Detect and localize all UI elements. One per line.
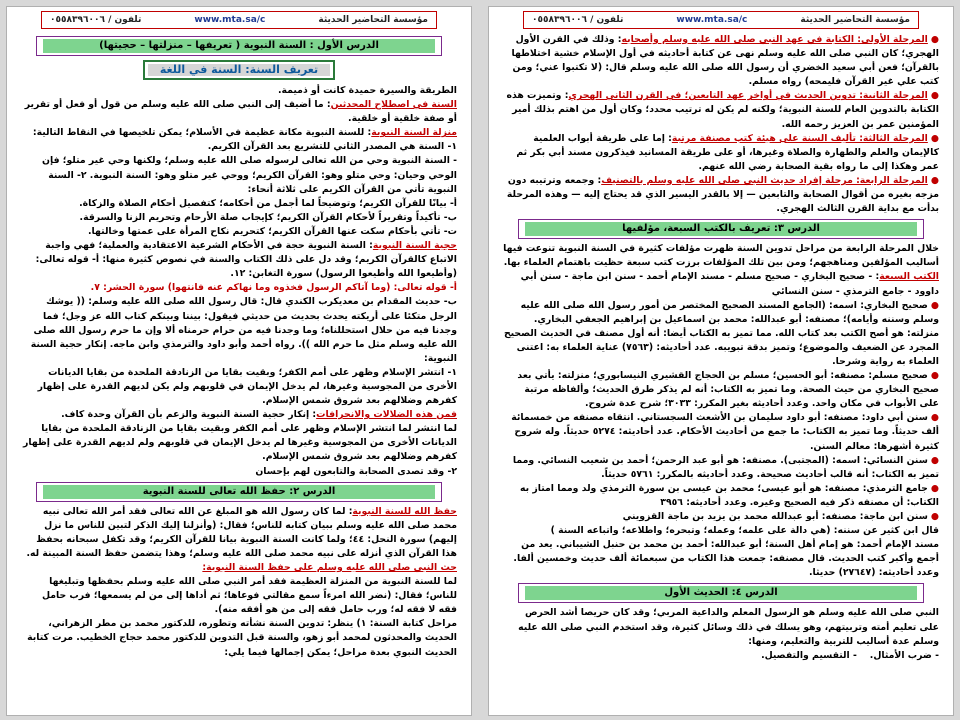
- lesson-4-title-text: الدرس ٤: الحديث الأول: [525, 586, 916, 600]
- paragraph: خلال المرحلة الرابعة من مراحل تدوين السنة ظهرت مؤلفات كثيرة في السنة النبوية تنوعت فيها أساليب المؤلفين ومناهجهم؛ ومن بين تلك المؤلفات برزت كتب سبعة حظيت باهتمام العلماء بها.: [503, 243, 939, 269]
- paragraph: النبي صلى الله عليه وسلم هو الرسول المعلم والداعية المربي؛ وقد كان حريصا أشد الحرص على تعليم أمته وتربيتهم، وهو يسلك في ذلك وسائل كثيرة، وقد استخدم النبي صلى الله عليه وسلم عدة أساليب للتربية والتعليم، ومنها:: [518, 607, 939, 647]
- bullet-icon: ●: [930, 34, 939, 45]
- term: المرحلة الثالثة: تأليف السنة على هيئة كتب مصنفة مرتبة: [671, 132, 928, 144]
- lesson-1-title-text: الدرس الأول : السنة النبوية ( تعريفها – منزلتها – حجيتها): [43, 39, 434, 53]
- paragraph: [503, 510, 939, 524]
- text: : إما على طريقة أبواب العلمية كالإيمان والعلم والطهارة والصلاة وغيرها، أو على طريقة المسانيد فيذكرون مسند أبي بكر ثم عمر وهكذا إلى ما رواه بقية الصحابة رضي الله عنهم.: [516, 132, 939, 172]
- bullet-icon: ●: [930, 299, 939, 311]
- text: : وجمعه وترتيبه دون مزجه بغيره من أقوال الصحابة والتابعين — إلا بالقدر اليسير الذي قد يحتاج إليه — وهذه المرحلة بدأت مع بداية القرن الثالث الهجري.: [506, 174, 939, 215]
- lesson-3-title: [518, 219, 923, 239]
- paragraph: [503, 33, 939, 89]
- text: : وذلك في القرن الأول الهجري؛ كان النبي صلى الله عليه وسلم نهى عن كتابة أحاديثه في أول الإسلام خشية اختلاطها بالقرآن؛ فعن أبي سعيد الخضري أن رسول الله صلى الله عليه وسلم قال: (لا تكتبوا عني؛ ومن كتب علي غير القرآن فليمحه) رواه مسلم.: [511, 34, 939, 88]
- bullet-icon: ●: [930, 511, 939, 522]
- definition-box-text: تعريف السنة: السنة في اللغة: [148, 64, 330, 76]
- paragraph: [503, 411, 939, 453]
- paragraph: [21, 98, 457, 126]
- text: : - صحيح البخاري - صحيح مسلم - مسند الإمام أحمد - سنن ابن ماجة - سنن أبي داوود - جامع الترمذي - سنن النسائي: [520, 271, 939, 297]
- paragraph: [21, 239, 457, 281]
- text: سنن ابن ماجة: مصنفه: أبو عبدالله محمد بن يزيد بن ماجة القزويني: [622, 511, 928, 522]
- text: صحيح مسلم: مصنفه: أبو الحسين؛ مسلم بن الحجاج القشيري النيسابوري؛ منزلته: يأتي بعد صحيح البخاري من حيث الصحة. وما تميز به الكتاب: أنه لم يذكر طرق الحديث؛ وألفاظه مرتبة على الأبواب في مكان واحد. وعدد أحاديثه بغير المكرر: ٣٠٣٣؛ شرح عدة شروح.: [517, 370, 939, 410]
- text: : لما كان رسول الله هو المبلغ عن الله تعالى فقد أمر الله تعالى نبيه محمد صلى الله عليه وسلم ببيان كتابه للناس؛ فقال: (وأنزلنا إليك الذكر لتبين للناس ما نزل إليهم) سورة النحل: ٤٤؛ ولما كانت السنة النبوية بيانا للقرآن الكريم؛ وقد تكفل سبحانه بحفظ هذا القرآن الذي أنزله على نبيه محمد صلى الله عليه وسلم؛ وهذا يتضمن حفظ السنة المبينة له.: [26, 505, 457, 559]
- term: حفظ الله للسنة النبوية: [352, 505, 457, 517]
- bullet-icon: ●: [930, 132, 939, 144]
- term: المرحلة الأولى: الكتابة في عهد النبي صلى الله عليه وسلم وأصحابه: [621, 34, 928, 45]
- text: جامع الترمذي: مصنفه: هو أبو عيسى؛ محمد بن عيسى بن سورة الترمذي ولد ومما امتاز به الكتاب: أن مصنفه ذكر فيه الصحيح وغيره. وعدد أحاديثه: ٣٩٥٦: [520, 482, 939, 508]
- text: : للسنة النبوية مكانة عظيمة في الأسلام؛ يمكن تلخيصها في النقاط التالية: ١- السنة هي المصدر الثاني للتشريع بعد القرآن الكريم.: [32, 127, 457, 153]
- lesson-1-title: [36, 36, 441, 56]
- paragraph: قال ابن كثير عن سننه: (هي دالة على علمه؛ وعمله؛ وتبحره؛ واطلاعه؛ واتباعه السنة ): [550, 525, 939, 537]
- text: - ضرب الأمثال.: [869, 649, 939, 661]
- paragraph: [21, 505, 457, 561]
- text: صحيح البخاري: اسمه: (الجامع المسند الصحيح المختصر من أمور رسول الله صلى الله عليه وسلم وسننه وأيامه)؛ مصنفه: أبو عبدالله: محمد بن اسماعيل بن إبراهيم الجعفي البخاري. منزلته: هو أصح الكتب بعد كتاب الله. مما تميز به الكتاب أيضا: أنه أول مصنف في الحديث الصحيح المجرد عن الضعيف والموضوع؛ وتميز بدقة تبويبه. عدد أحاديثه: (٧٥٦٣) عناية العلماء به: اعتنى العلماء به رواية وشرحا.: [503, 299, 939, 367]
- term: منزلة السنة النبوية: [371, 127, 457, 139]
- paragraph: [503, 454, 939, 482]
- paragraph: [503, 270, 939, 298]
- paragraph: حث النبي صلى الله عليه وسلم على حفظ السنة النبوية:: [202, 562, 457, 573]
- paragraph: [503, 299, 939, 369]
- paragraph: - السنة النبوية وحي من الله تعالى لرسوله صلى الله عليه وسلم؛ ولكنها وحي غير متلو؛ فإن الوحي وحيان: وحي متلو وهو: القرآن الكريم؛ ووحي غير متلو وهو: السنة النبوية. ٢- السنة النبوية تأتي من القرآن الكريم على ثلاثة أنحاء:: [42, 155, 457, 195]
- text: سنن أبي داود: مصنفه: أبو داود سليمان بن الأشعث السجستاني. انتقاه مصنفه من خمسمائة ألف حديثاً. وما تميز به الكتاب: ما جمع من أحاديث الأحكام. عدد أحاديثه: ٥٢٧٤ حديثاً. وله شروح كثيرة أشهرها: معالم السنن.: [511, 412, 939, 452]
- lesson-2-title-text: الدرس ٢: حفظ الله تعالى للسنة النبوية: [43, 485, 434, 499]
- paragraph: [503, 482, 939, 510]
- bullet-icon: ●: [930, 482, 939, 494]
- paragraph: ٢- وقد تصدى الصحابة والتابعون لهم بإحسان: [255, 465, 457, 477]
- bullet-icon: ●: [930, 174, 939, 186]
- paragraph: [21, 126, 457, 154]
- bullet-icon: ●: [930, 370, 939, 382]
- paragraph: ب- تأكيداً وتقريراً لأحكام القرآن الكريم؛ كإيجاب صلة الأرحام وتحريم الزنا والسرقة.: [79, 211, 457, 223]
- paragraph: [503, 649, 939, 663]
- header-org: مؤسسة التحاضير الحديثة: [800, 15, 910, 25]
- term: المرحلة الرابعة: مرحلة إفراد حديث النبي صلى الله عليه وسلم بالتصنيف: [601, 174, 928, 186]
- lesson-2-title: [36, 482, 441, 502]
- text: سنن النسائي: اسمه: (المجتبى). مصنفه: هو أبو عبد الرحمن؛ أحمد بن شعيب النسائي. ومما تميز به الكتاب: أنه قالب أحاديث صحيحة. وعدد أحاديثه بالمكرر: ٥٧٦١ حديثاً.: [512, 454, 939, 480]
- paragraph: الطريقة والسيرة حميدة كانت أو ذميمة.: [277, 85, 457, 96]
- bullet-icon: ●: [930, 90, 939, 102]
- page-header: [41, 11, 437, 29]
- paragraph: لما للسنة النبوية من المنزلة العظيمة فقد أمر النبي صلى الله عليه وسلم بحفظها وتبليغها للناس؛ فقال: (نضر الله امرءاً سمع مقالتي فوعاها؛ ثم أداها إلى من لم يسمعها؛ فرب حامل فقه لا فقه له؛ ورب حامل فقه إلى من هو أفقه منه).: [41, 576, 457, 616]
- term: الكتب السبعة: [879, 271, 939, 283]
- left-page: [6, 6, 472, 716]
- bullet-icon: ●: [930, 454, 939, 466]
- term: المرحلة الثانية: تدوين الحديث في أواخر عهد التابعين؛ في القرن الثاني الهجري: [568, 90, 928, 102]
- paragraph: [503, 174, 939, 216]
- term: فمن هذه الضلالات والانحرافات: [316, 409, 457, 421]
- header-site: www.mta.sa/c: [676, 15, 748, 25]
- header-site: www.mta.sa/c: [194, 15, 266, 25]
- paragraph: [503, 132, 939, 174]
- header-phone: تلفون / ٠٥٥٨٣٩٦٠٠٦: [532, 15, 624, 25]
- text: : إنكار حجية السنة النبوية والزعم بأن القرآن وحدة كاف.: [61, 409, 317, 421]
- header-org: مؤسسة التحاضير الحديثة: [318, 15, 428, 25]
- paragraph: ت- تأتي بأحكام سكت عنها القرآن الكريم؛ كتحريم نكاح المرأة على عمتها وخالتها.: [87, 225, 457, 237]
- definition-box: [143, 60, 335, 80]
- paragraph: [503, 89, 939, 131]
- paragraph: [503, 369, 939, 411]
- paragraph: [21, 408, 457, 422]
- paragraph: أ- بيانًا للقرآن الكريم؛ وتوضيحاً لما أجمل من أحكامه؛ كتفصيل أحكام الصلاة والزكاة.: [79, 197, 457, 209]
- header-phone: تلفون / ٠٥٥٨٣٩٦٠٠٦: [50, 15, 142, 25]
- paragraph: ١- انتشر الإسلام وظهر على أمم الكفر؛ وبقيت بقايا من الزنادقة الملحدة من بقايا الديانات الأخرى من المجوسية وغيرها، لم يدخل الإيمان في قلوبهم ولم يكن لديهم القدرة على إظهار كفرهم وضلالهم بعد شروق شمس الإسلام.: [37, 366, 457, 407]
- text: : وتميزت هذه الكتابة بالتدوين العام للسنة النبوية؛ ولكنه لم يكن له ترتيب محدد؛ وكان أول من اهتم بذلك أمير المؤمنين عمر بن العزيز رحمه الله.: [506, 90, 939, 130]
- paragraph: مراحل كتابة السنة: ١) ينظر: تدوين السنة نشأته وتطوره، للدكتور محمد بن مطر الزهراني، الحديث والمحدثون لمحمد أبو زهو، والسنة قبل التدوين للدكتور محمد حجاج الخطيب. مرت كتابة الحديث النبوي بعدة مراحل؛ يمكن إجمالها فيما يلي:: [27, 618, 457, 658]
- paragraph: مسند الإمام أحمد: هو إمام أهل السنة؛ أبو عبدالله: أحمد بن محمد بن حنبل الشيباني. يعد من أجمع وأكبر كتب الحديث. قال مصنفه: جمعت هذا الكتاب من سبعمائة ألف حديث وخمسين ألفا. وعدد أحاديثه: (٢٧٦٤٧) حديثا.: [513, 539, 939, 579]
- left-body: [21, 33, 457, 711]
- paragraph: أ- قوله تعالى: (وما آتاكم الرسول فخذوه وما نهاكم عنه فانتهوا) سورة الحشر: ٧.: [90, 282, 457, 294]
- text: : السنة النبوية حجة في الأحكام الشرعية الاعتقادية والعملية؛ فهي واجبة الاتباع كالقرآن الكريم؛ وقد دل على ذلك الكتاب والسنة في نصوص كثيرة منها: أ- قوله تعالى: (وأطيعوا الله وأطيعوا الرسول) سورة التغابن: ١٢.: [35, 240, 457, 280]
- lesson-3-title-text: الدرس ٣: تعريف بالكتب السبعة، مؤلفيها: [525, 222, 916, 236]
- text: - التقسيم والتفصيل.: [761, 649, 857, 661]
- lesson-4-title: [518, 583, 923, 603]
- right-page: [488, 6, 954, 716]
- right-body: [503, 33, 939, 711]
- term: حجية السنة النبوية: [372, 240, 457, 252]
- page-header: [523, 11, 919, 29]
- text: : ما أضيف إلى النبي صلى الله عليه وسلم من قول أو فعل أو تقرير أو صفة خلقية أو خلقية.: [24, 99, 457, 125]
- paragraph: لما انتشر لما انتشر الإسلام وظهر على أمم الكفر وبقيت بقايا من الزنادقة الملحدة من بقايا الديانات الأخرى من المجوسية وغيرها لم يدخل الإيمان في قلوبهم ولم لديهم القدرة على إظهار كفرهم وضلالهم بعد شروق شمس الإسلام.: [23, 423, 457, 463]
- paragraph: ب- حديث المقدام بن معديكرب الكندي قال: قال رسول الله صلى الله عليه وسلم: (( يوشك الرجل متكئا على أريكته يحدث بحديث من حديثي فيقول: بيننا وبينكم كتاب الله عز وجل؛ فما وجدنا فيه من حلال استحللناه؛ وما وجدنا فيه من حرام حرمناه ألا وإن ما حرم رسول الله صلى الله عليه وسلم مثل ما حرم الله )). رواه أحمد وأبو داود والترمذي وابن ماجه. إنكار حجية السنة النبوية:: [30, 296, 457, 364]
- term: السنة في اصطلاح المحدثين: [330, 99, 457, 111]
- bullet-icon: ●: [930, 412, 939, 424]
